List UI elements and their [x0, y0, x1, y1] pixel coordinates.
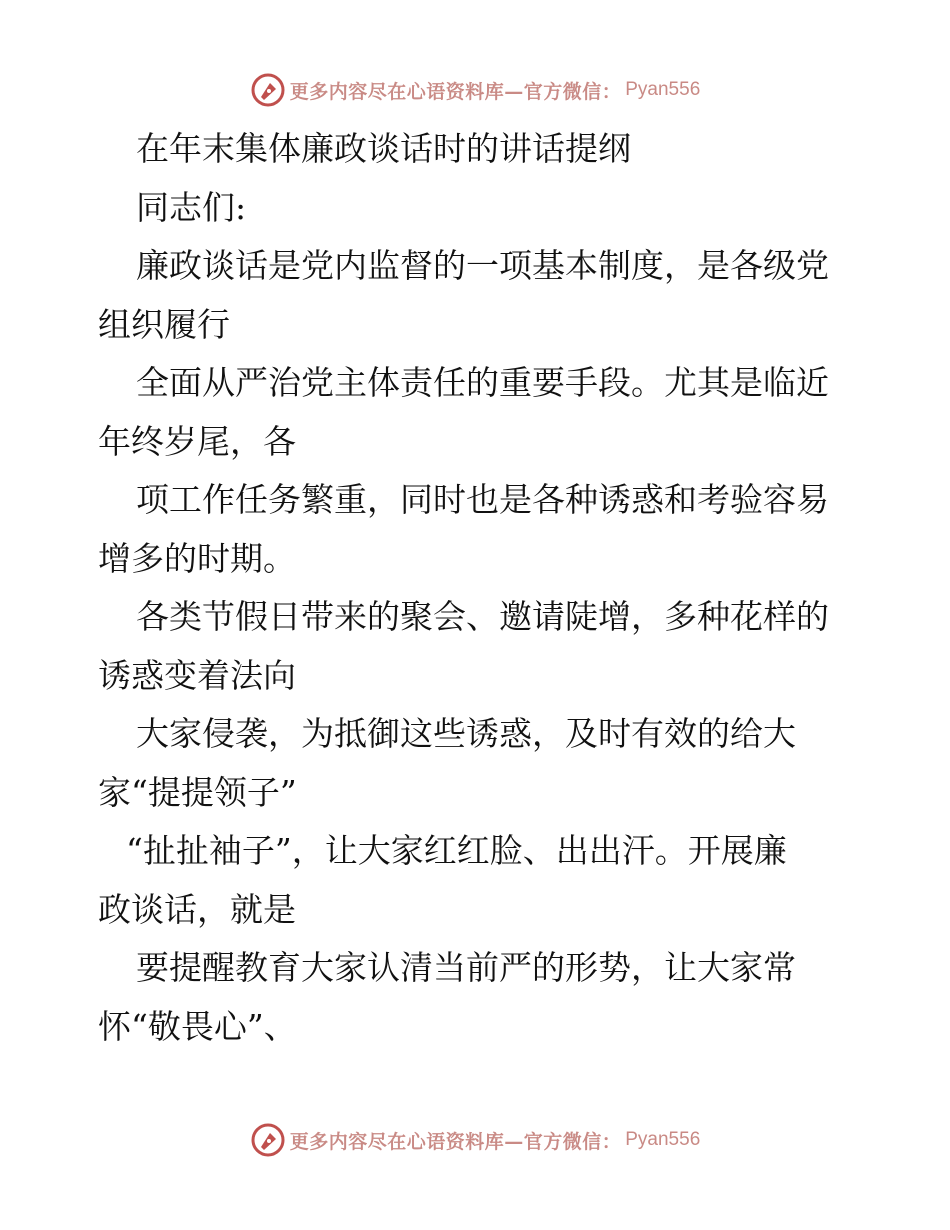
pen-nib-logo-icon — [250, 72, 286, 108]
paragraph-line: 年终岁尾，各 — [98, 421, 296, 461]
watermark-header — [0, 70, 950, 110]
paragraph-line: 诱惑变着法向 — [98, 655, 296, 695]
paragraph-line: 家“提提领子” — [98, 772, 297, 812]
watermark-wechat-id: Pyan556 — [625, 1129, 701, 1150]
paragraph-line: 大家侵袭，为抵御这些诱惑，及时有效的给大 — [136, 714, 796, 753]
paragraph-line: 怀“敬畏心”、 — [98, 1006, 297, 1046]
paragraph-line: 组织履行 — [98, 304, 230, 344]
paragraph-line: 廉政谈话是党内监督的一项基本制度，是各级党 — [136, 246, 829, 285]
watermark-wechat-id: Pyan556 — [625, 79, 701, 100]
paragraph-line: 项工作任务繁重，同时也是各种诱惑和考验容易 — [136, 480, 829, 519]
salutation: 同志们: — [136, 187, 247, 227]
paragraph-line: 政谈话，就是 — [98, 889, 296, 929]
paragraph-line: 要提醒教育大家认清当前严的形势，让大家常 — [136, 948, 796, 987]
watermark-footer — [0, 1120, 950, 1160]
paragraph-line: 增多的时期。 — [98, 538, 296, 578]
document-body — [98, 120, 858, 1056]
watermark-text: 更多内容尽在心语资料库—官方微信： — [289, 1130, 622, 1153]
paragraph-line: 各类节假日带来的聚会、邀请陡增，多种花样的 — [136, 597, 829, 636]
paragraph-line: 全面从严治党主体责任的重要手段。尤其是临近 — [136, 363, 829, 402]
document-title: 在年末集体廉政谈话时的讲话提纲 — [136, 129, 631, 168]
watermark-text: 更多内容尽在心语资料库—官方微信： — [289, 80, 622, 103]
paragraph-line: “扯扯袖子”，让大家红红脸、出出汗。开展廉 — [126, 831, 787, 870]
pen-nib-logo-icon — [250, 1122, 286, 1158]
